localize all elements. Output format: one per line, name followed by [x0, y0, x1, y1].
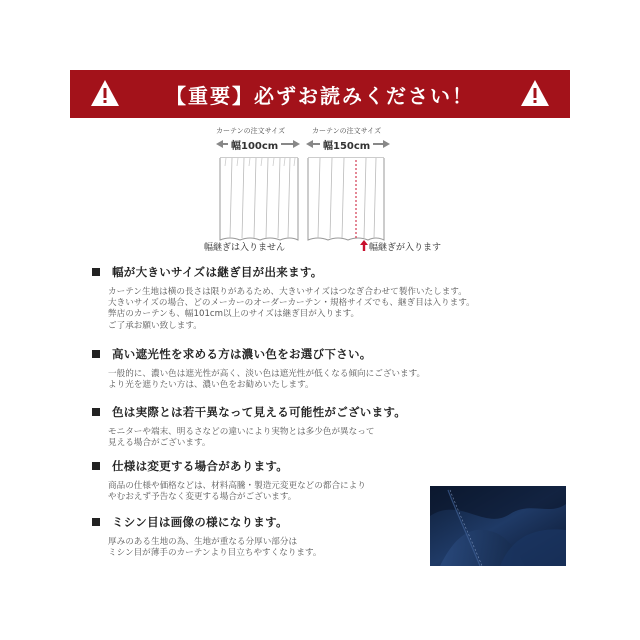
curtain-size-diagram: [200, 124, 440, 254]
section-body: [108, 481, 366, 503]
right-order-size-label: カーテンの注文サイズ: [312, 127, 382, 135]
body-line: より光を遮りたい方は、濃い色をお勧めいたします。: [108, 380, 314, 391]
section-stitch: [92, 514, 322, 559]
section-seam: [92, 264, 475, 332]
body-line: カーテン生地は横の長さは限りがあるため、大きいサイズはつなぎ合わせて製作いたします。: [108, 287, 467, 297]
curtain-illustration-with-seam: [306, 156, 386, 242]
warning-icon: [90, 79, 120, 107]
section-title: 色は実際とは若干異なって見える可能性がございます。: [112, 405, 407, 419]
warning-banner: [70, 70, 570, 118]
section-body: [108, 427, 406, 449]
section-blackout: [92, 346, 425, 391]
body-line: 厚みのある生地の為、生地が重なる分厚い部分は: [108, 537, 298, 547]
left-caption: 幅継ぎは入りません: [204, 243, 286, 253]
body-line: 見える場合がございます。: [108, 438, 211, 449]
section-title: 高い遮光性を求める方は濃い色をお選び下さい。: [112, 347, 372, 361]
section-title: 仕様は変更する場合があります。: [112, 459, 289, 473]
bullet-square-icon: [92, 518, 100, 526]
banner-title: 【重要】必ずお読みください！: [166, 83, 474, 108]
section-color: [92, 404, 406, 449]
warning-icon: [520, 79, 550, 107]
section-title: ミシン目は画像の様になります。: [112, 515, 288, 529]
section-title: 幅が大きいサイズは継ぎ目が出来ます。: [112, 265, 323, 279]
body-line: 大きいサイズの場合、どのメーカーのオーダーカーテン・規格サイズでも、継ぎ目は入ります。: [108, 298, 475, 309]
bullet-square-icon: [92, 268, 100, 276]
bullet-square-icon: [92, 462, 100, 470]
body-line: 弊店のカーテンも、幅101cm以上のサイズは継ぎ目が入ります。: [108, 309, 360, 320]
body-line: ミシン目が薄手のカーテンより目立ちやすくなります。: [108, 548, 322, 559]
body-line: モニターや端末、明るさなどの違いにより実物とは多少色が異なって: [108, 427, 375, 437]
left-order-size-label: カーテンの注文サイズ: [216, 127, 286, 135]
curtain-illustration-no-seam: [218, 156, 300, 242]
right-caption: 幅継ぎが入ります: [369, 243, 442, 253]
bullet-square-icon: [92, 350, 100, 358]
navy-curtain-seam-photo: [430, 486, 566, 566]
body-line: 一般的に、濃い色は遮光性が高く、淡い色は遮光性が低くなる傾向にございます。: [108, 369, 426, 379]
body-line: やむおえず予告なく変更する場合がございます。: [108, 492, 297, 503]
right-width-label: 幅150cm: [320, 137, 373, 152]
body-line: ご了承お願い致します。: [108, 320, 202, 331]
section-spec: [92, 458, 366, 503]
bullet-square-icon: [92, 408, 100, 416]
left-width-label: 幅100cm: [228, 137, 281, 152]
section-body: [108, 369, 425, 391]
body-line: 商品の仕様や価格などは、材料高騰・製造元変更などの都合により: [108, 481, 366, 491]
up-arrow-icon: [360, 240, 368, 251]
section-body: [108, 537, 322, 559]
section-body: [108, 287, 475, 332]
